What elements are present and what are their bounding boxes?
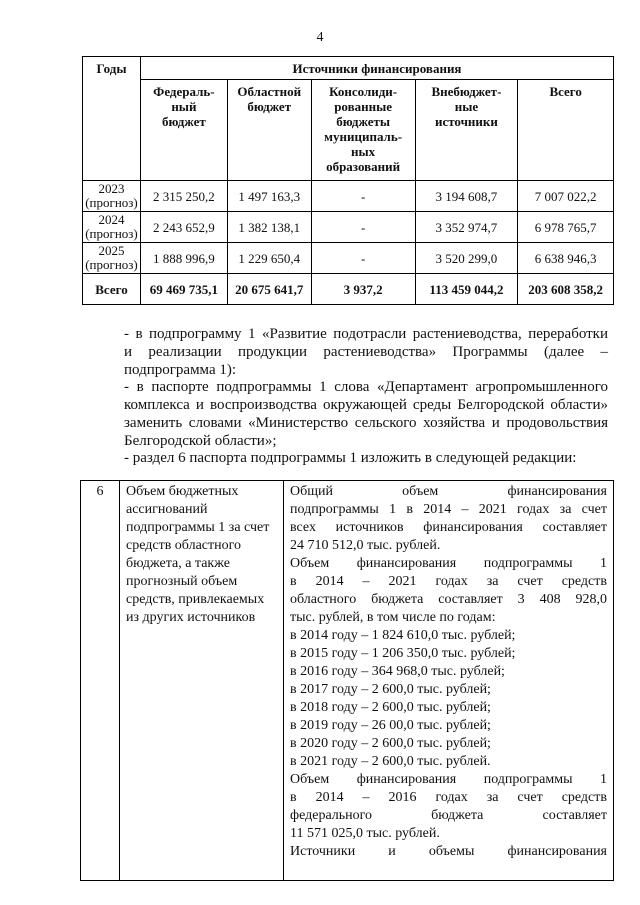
total-federal: 69 469 735,1 bbox=[140, 274, 227, 305]
header-column-0: Федераль- ный бюджет bbox=[140, 80, 227, 181]
page-number: 4 bbox=[316, 30, 324, 45]
content-line: Объем финансирования подпрограммы 1 bbox=[290, 772, 607, 787]
paragraph-line: комплекса и воспроизводства окружающей среды Белгородской области» bbox=[124, 397, 608, 413]
section-label bbox=[120, 481, 284, 881]
label-line: средств, привлекаемых bbox=[126, 592, 265, 607]
content-line: федерального бюджета составляет bbox=[290, 808, 607, 823]
header-column-2: Консолиди- рованные бюджеты муниципаль- ных образований bbox=[311, 80, 415, 181]
header-years: Годы bbox=[83, 57, 141, 181]
paragraph-subprogram-1 bbox=[88, 325, 608, 379]
content-line: тыс. рублей, в том числе по годам: bbox=[290, 610, 496, 625]
content-line: Источники и объемы финансирования bbox=[290, 844, 607, 859]
label-line: подпрограммы 1 за счет bbox=[126, 520, 270, 535]
content-line: Объем финансирования подпрограммы 1 bbox=[290, 556, 607, 571]
row-municipal: - bbox=[311, 181, 415, 212]
content-line: в 2014 – 2021 годах за счет средств bbox=[290, 574, 607, 589]
paragraph-section-6 bbox=[88, 449, 608, 467]
paragraph-line: Белгородской области»; bbox=[124, 433, 277, 449]
row-extra: 3 520 299,0 bbox=[415, 243, 518, 274]
content-line: в 2015 году – 1 206 350,0 тыс. рублей; bbox=[290, 646, 516, 661]
content-line: в 2018 году – 2 600,0 тыс. рублей; bbox=[290, 700, 491, 715]
row-federal: 2 243 652,9 bbox=[140, 212, 227, 243]
row-regional: 1 497 163,3 bbox=[227, 181, 311, 212]
label-line: Объем бюджетных bbox=[126, 484, 239, 499]
content-line: в 2021 году – 2 600,0 тыс. рублей. bbox=[290, 754, 491, 769]
subheader-row bbox=[83, 80, 614, 181]
content-line: в 2014 – 2016 годах за счет средств bbox=[290, 790, 607, 805]
table-row bbox=[83, 181, 614, 212]
section-content bbox=[284, 481, 614, 881]
row-extra: 3 352 974,7 bbox=[415, 212, 518, 243]
label-line: бюджета, а также bbox=[126, 556, 230, 571]
table-row bbox=[83, 212, 614, 243]
content-line: всех источников финансирования составляет bbox=[290, 520, 607, 535]
content-line: в 2020 году – 2 600,0 тыс. рублей; bbox=[290, 736, 491, 751]
row-total: 6 978 765,7 bbox=[518, 212, 614, 243]
paragraph-passport-rename bbox=[88, 378, 608, 450]
total-row bbox=[83, 274, 614, 305]
header-column-1: Областной бюджет bbox=[227, 80, 311, 181]
label-line: ассигнований bbox=[126, 502, 208, 517]
label-line: прогнозный объем bbox=[126, 574, 238, 589]
table-row bbox=[83, 243, 614, 274]
row-regional: 1 382 138,1 bbox=[227, 212, 311, 243]
section-number: 6 bbox=[81, 481, 120, 881]
row-year: 2025 (прогноз) bbox=[83, 243, 141, 274]
row-year: 2023 (прогноз) bbox=[83, 181, 141, 212]
content-line: областного бюджета составляет 3 408 928,0 bbox=[290, 592, 607, 607]
content-line: подпрограммы 1 в 2014 – 2021 годах за счет bbox=[290, 502, 607, 517]
paragraph-line: заменить словами «Министерство сельского хозяйства и продовольствия bbox=[124, 415, 608, 431]
content-line: в 2014 году – 1 824 610,0 тыс. рублей; bbox=[290, 628, 516, 643]
content-line: в 2016 году – 364 968,0 тыс. рублей; bbox=[290, 664, 505, 679]
header-sources: Источники финансирования bbox=[140, 57, 613, 80]
content-line: в 2017 году – 2 600,0 тыс. рублей; bbox=[290, 682, 491, 697]
paragraph-line: - раздел 6 паспорта подпрограммы 1 изложить в следующей редакции: bbox=[124, 450, 577, 466]
row-total: 7 007 022,2 bbox=[518, 181, 614, 212]
row-federal: 1 888 996,9 bbox=[140, 243, 227, 274]
total-municipal: 3 937,2 bbox=[311, 274, 415, 305]
header-column-4: Всего bbox=[518, 80, 614, 181]
row-municipal: - bbox=[311, 243, 415, 274]
row-federal: 2 315 250,2 bbox=[140, 181, 227, 212]
label-line: из других источников bbox=[126, 610, 256, 625]
content-line: 11 571 025,0 тыс. рублей. bbox=[290, 826, 440, 841]
paragraph-line: подпрограмма 1): bbox=[124, 362, 237, 378]
total-extra: 113 459 044,2 bbox=[415, 274, 518, 305]
row-municipal: - bbox=[311, 212, 415, 243]
content-line: 24 710 512,0 тыс. рублей. bbox=[290, 538, 441, 553]
row-year: 2024 (прогноз) bbox=[83, 212, 141, 243]
total-regional: 20 675 641,7 bbox=[227, 274, 311, 305]
total-all: 203 608 358,2 bbox=[518, 274, 614, 305]
financing-table bbox=[82, 56, 614, 305]
row-regional: 1 229 650,4 bbox=[227, 243, 311, 274]
financing-table-body bbox=[83, 181, 614, 274]
row-total: 6 638 946,3 bbox=[518, 243, 614, 274]
header-column-3: Внебюджет- ные источники bbox=[415, 80, 518, 181]
paragraph-line: и реализации продукции растениеводства» Программы (далее – bbox=[124, 344, 608, 360]
total-label: Всего bbox=[83, 274, 141, 305]
paragraph-line: - в подпрограмму 1 «Развитие подотрасли растениеводства, переработки bbox=[124, 326, 608, 342]
row-extra: 3 194 608,7 bbox=[415, 181, 518, 212]
content-line: в 2019 году – 26 00,0 тыс. рублей; bbox=[290, 718, 491, 733]
paragraph-line: - в паспорте подпрограммы 1 слова «Департамент агропромышленного bbox=[124, 379, 608, 395]
content-line: Общий объем финансирования bbox=[290, 484, 607, 499]
label-line: средств областного bbox=[126, 538, 242, 553]
passport-section-table bbox=[80, 480, 614, 881]
